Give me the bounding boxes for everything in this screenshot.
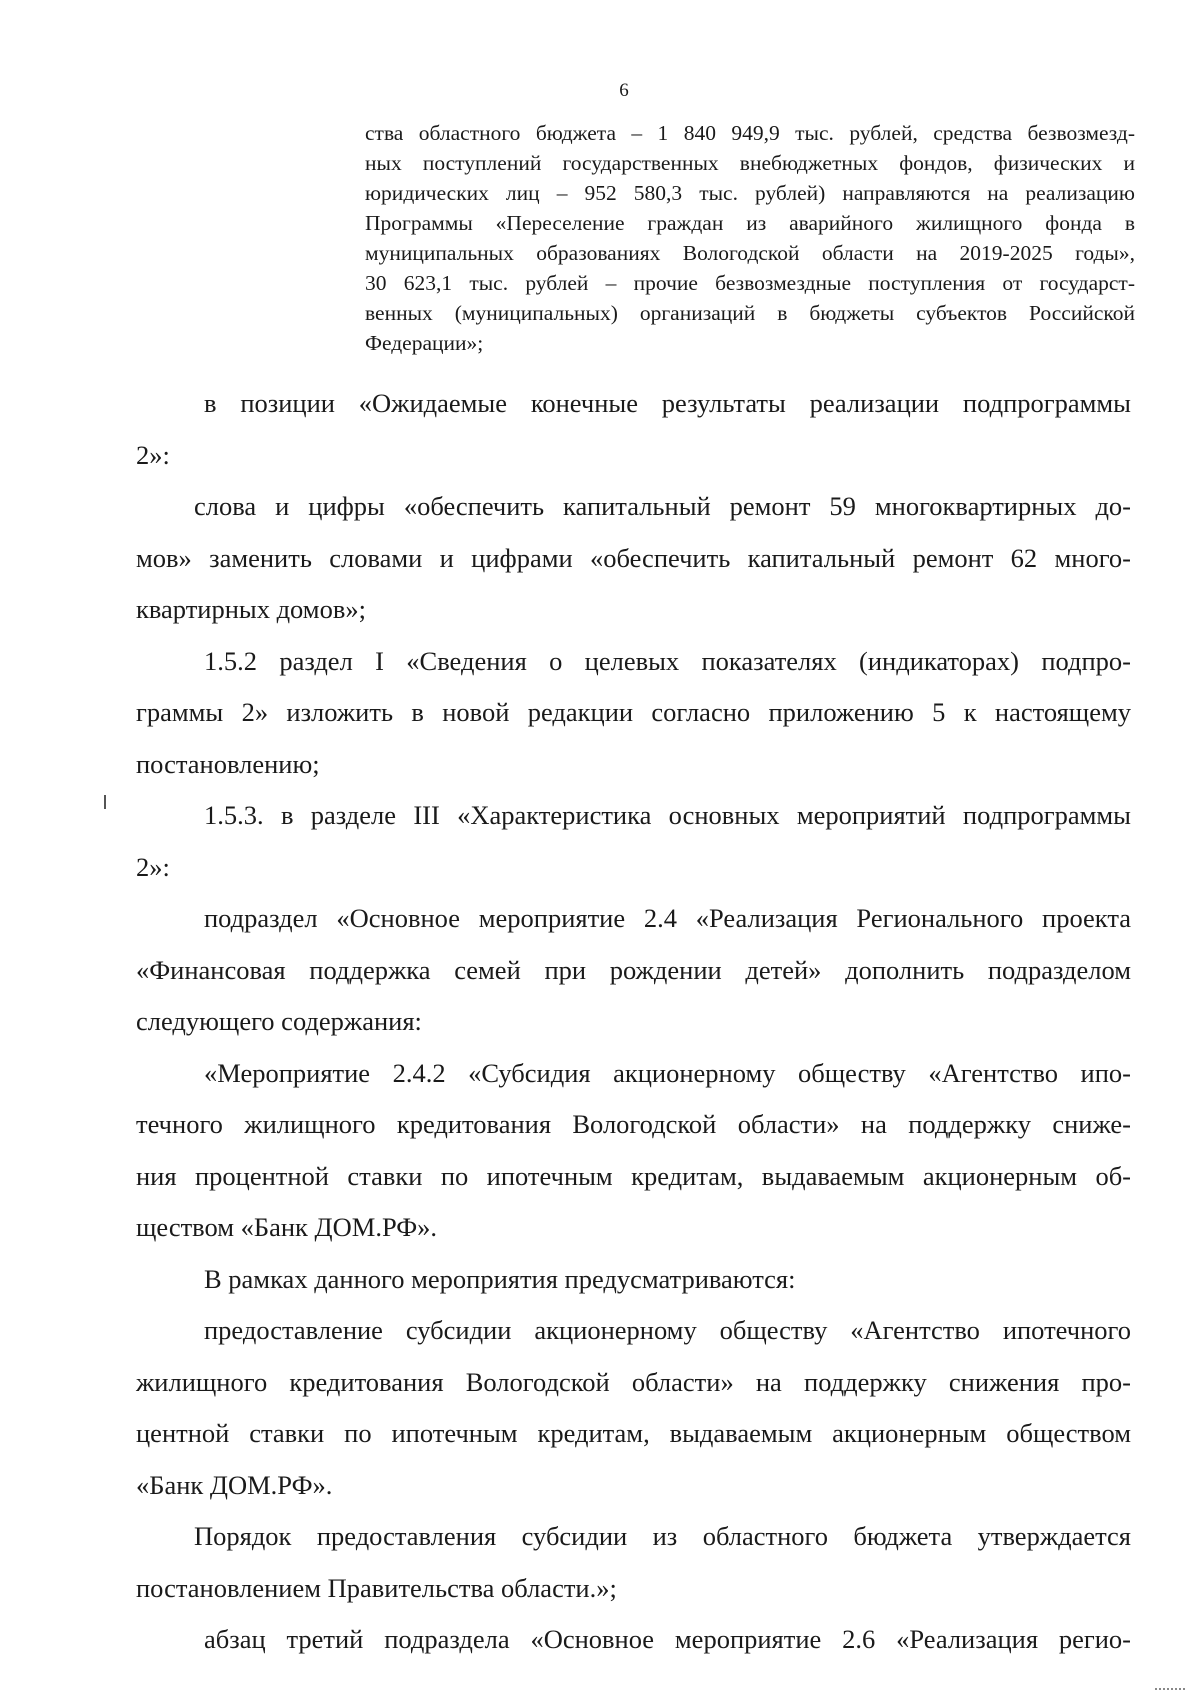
paragraph-line: центной ставки по ипотечным кредитам, выдаваемым акционерным обществом (136, 1418, 1131, 1448)
paragraph-line: 1.5.3. в разделе III «Характеристика основных мероприятий подпрограммы (204, 800, 1131, 830)
table-cell-line: юридических лиц – 952 580,3 тыс. рублей) направляются на реализацию (365, 181, 1135, 205)
paragraph-line: ния процентной ставки по ипотечным кредитам, выдаваемым акционерным об- (136, 1160, 1131, 1191)
paragraph-line: 2»: (136, 439, 170, 470)
paragraph-line: течного жилищного кредитования Вологодской области» на поддержку сниже- (136, 1109, 1131, 1139)
table-cell-line: Федерации»; (365, 331, 484, 355)
paragraph-line: абзац третий подраздела «Основное мероприятие 2.6 «Реализация регио- (204, 1624, 1131, 1654)
paragraph-line: 1.5.2 раздел I «Сведения о целевых показателях (индикаторах) подпро- (204, 645, 1131, 676)
scan-margin-mark (104, 795, 106, 809)
paragraph-line: 2»: (136, 851, 170, 882)
paragraph-line: постановлением Правительства области.»; (136, 1572, 617, 1603)
paragraph-line: слова и цифры «обеспечить капитальный ремонт 59 многоквартирных до- (194, 491, 1131, 521)
paragraph-line: квартирных домов»; (136, 594, 366, 624)
paragraph-line: «Банк ДОМ.РФ». (136, 1469, 333, 1500)
table-cell-line: ства областного бюджета – 1 840 949,9 тыс. рублей, средства безвозмезд- (365, 121, 1135, 145)
paragraph-line: ществом «Банк ДОМ.РФ». (136, 1212, 438, 1242)
paragraph-line: Порядок предоставления субсидии из областного бюджета утверждается (194, 1521, 1131, 1551)
paragraph-line: «Мероприятие 2.4.2 «Субсидия акционерному обществу «Агентство ипо- (204, 1057, 1131, 1088)
page-number: 6 (619, 80, 629, 101)
paragraph-line: предоставление субсидии акционерному обществу «Агентство ипотечного (204, 1315, 1131, 1345)
scan-corner-mark (1155, 1688, 1185, 1692)
paragraph-line: в позиции «Ожидаемые конечные результаты реализации подпрограммы (204, 388, 1131, 418)
paragraph-line: постановлению; (136, 748, 320, 779)
table-cell-line: ных поступлений государственных внебюджетных фондов, физических и (365, 151, 1135, 175)
paragraph-line: подраздел «Основное мероприятие 2.4 «Реализация Регионального проекта (204, 903, 1131, 933)
table-cell-line: венных (муниципальных) организаций в бюджеты субъектов Российской (365, 301, 1135, 325)
paragraph-line: мов» заменить словами и цифрами «обеспечить капитальный ремонт 62 много- (136, 542, 1131, 573)
paragraph-line: жилищного кредитования Вологодской области» на поддержку снижения про- (136, 1366, 1131, 1397)
table-cell-continuation (365, 118, 1135, 358)
table-cell-line: муниципальных образованиях Вологодской области на 2019-2025 годы», (365, 241, 1135, 265)
table-cell-line: Программы «Переселение граждан из аварийного жилищного фонда в (365, 211, 1135, 235)
document-body (136, 378, 1131, 1666)
table-cell-line: 30 623,1 тыс. рублей – прочие безвозмездные поступления от государст- (365, 271, 1135, 295)
paragraph-line: следующего содержания: (136, 1006, 422, 1036)
paragraph-line: граммы 2» изложить в новой редакции согласно приложению 5 к настоящему (136, 697, 1131, 727)
paragraph-line: В рамках данного мероприятия предусматриваются: (204, 1263, 796, 1294)
paragraph-line: «Финансовая поддержка семей при рождении детей» дополнить подразделом (136, 954, 1131, 985)
